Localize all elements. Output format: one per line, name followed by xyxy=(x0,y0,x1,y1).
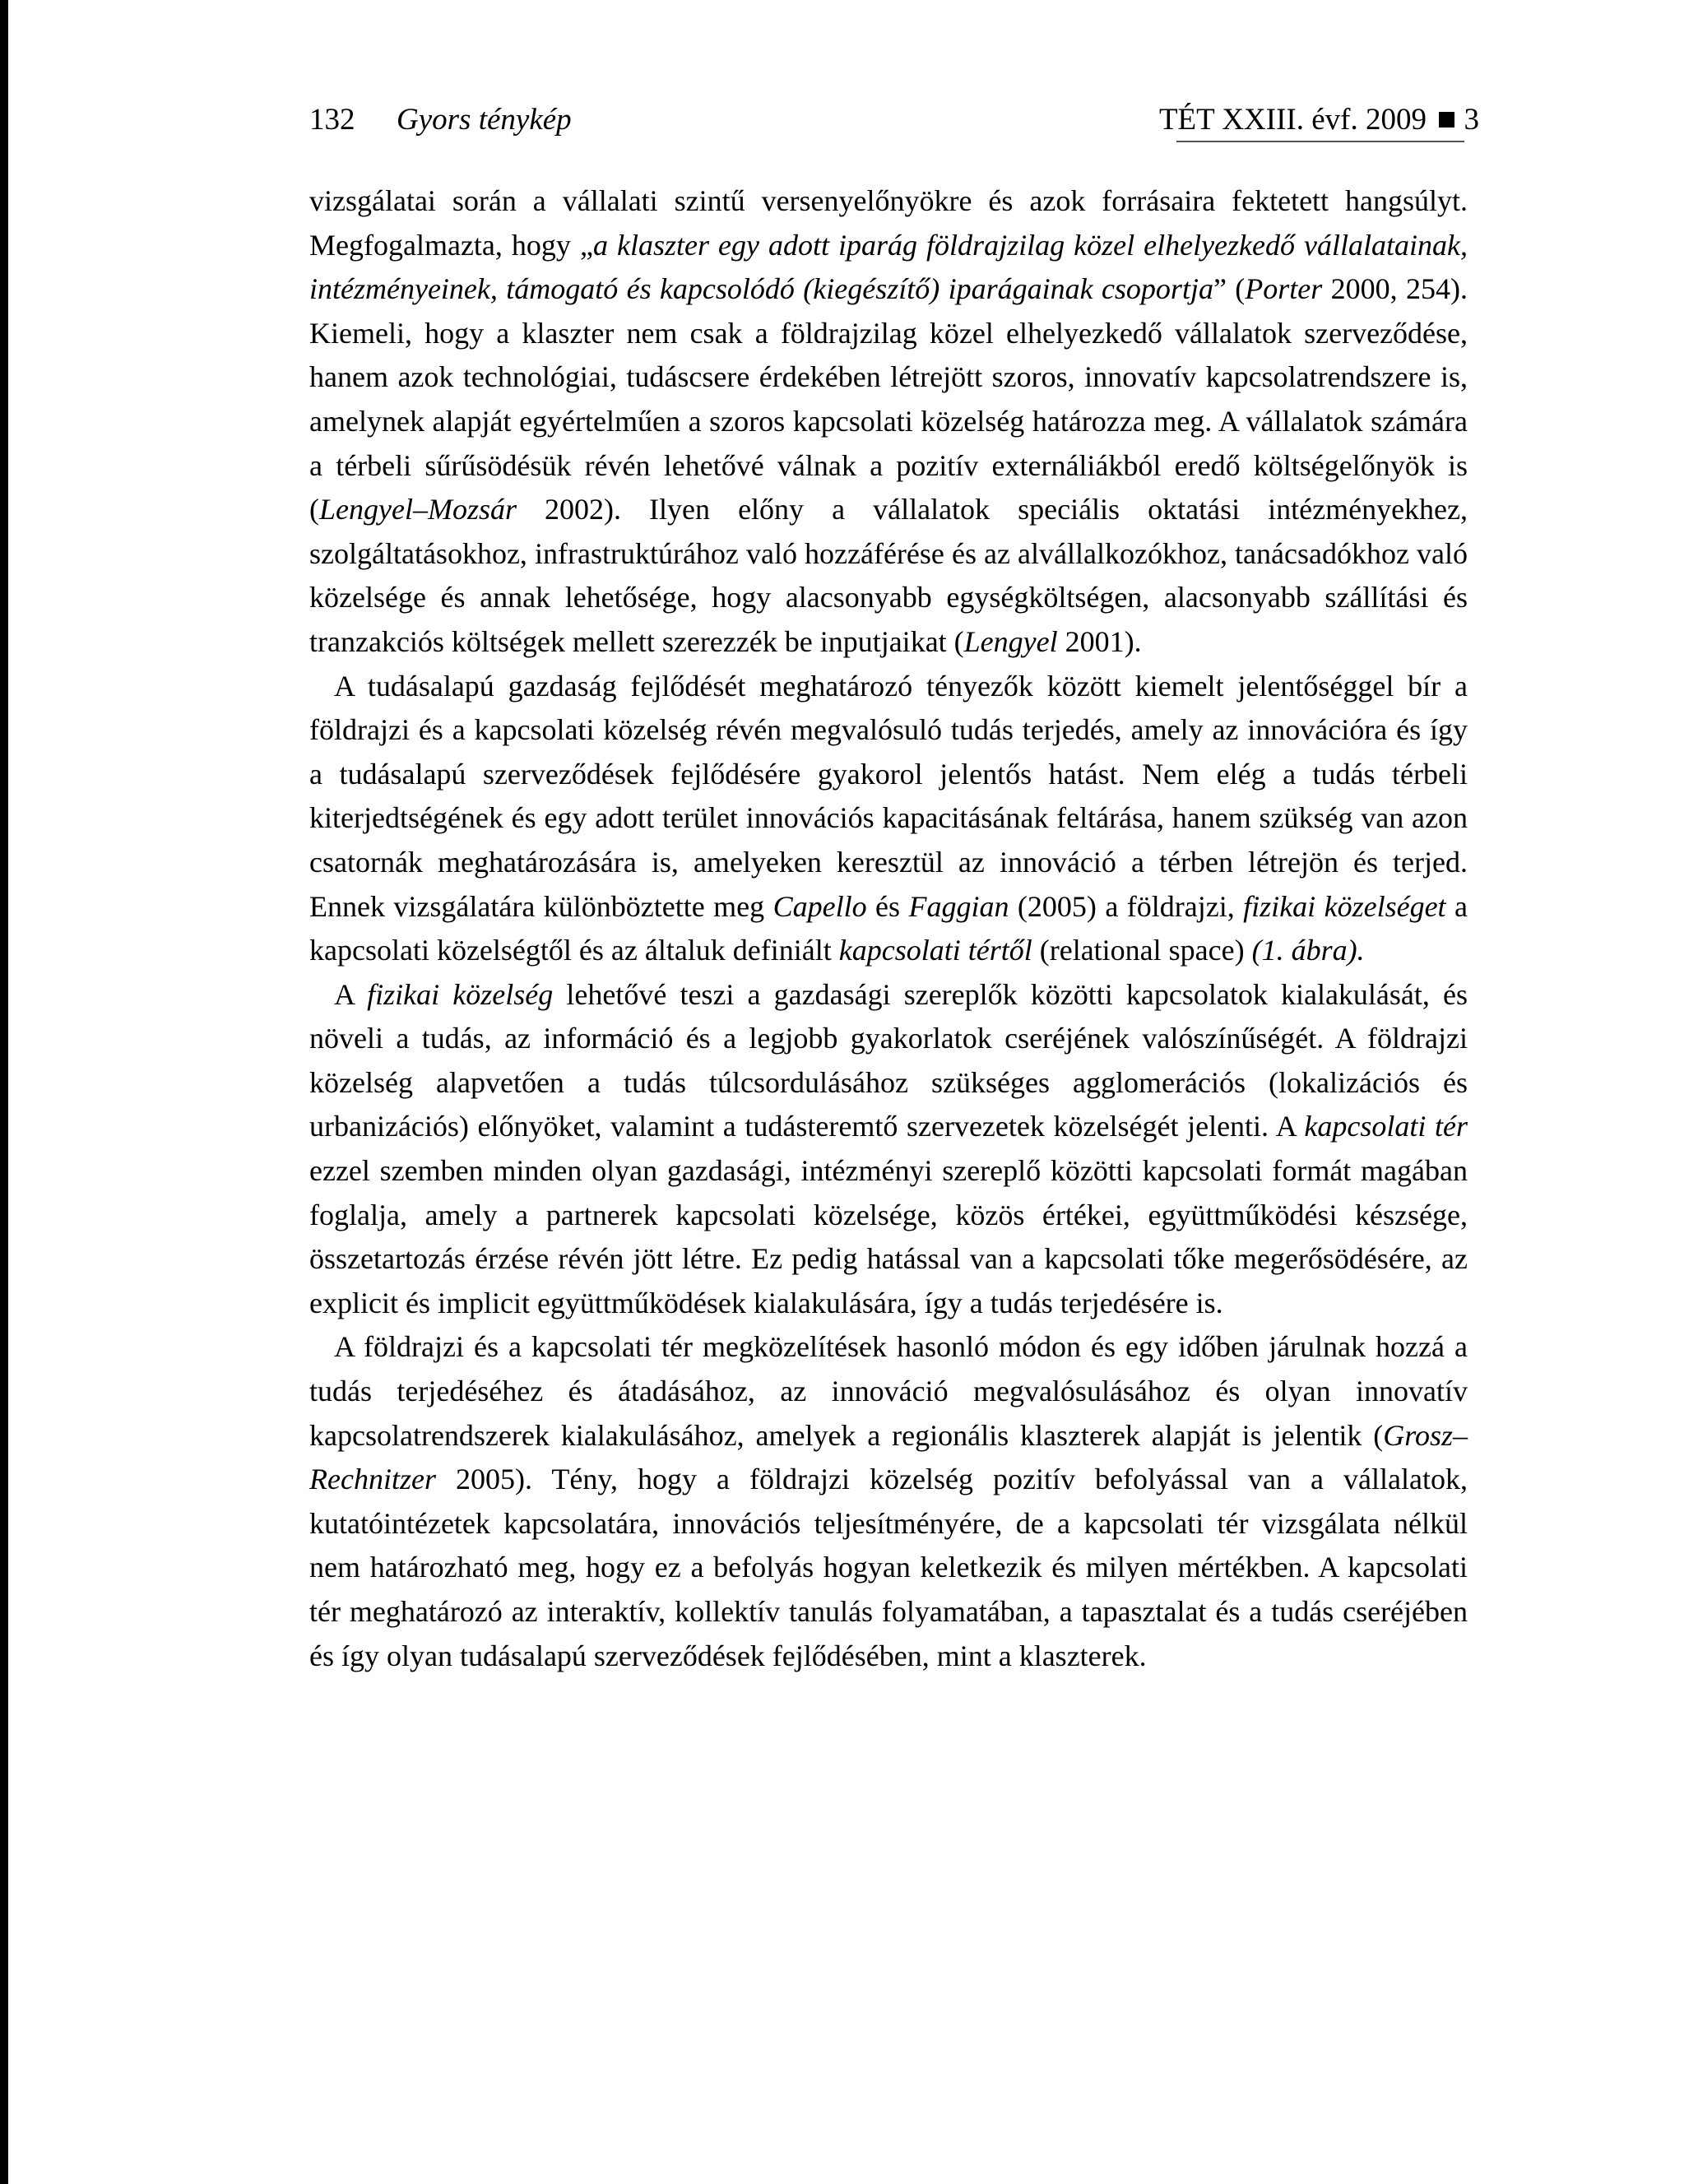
journal-title: TÉT XXIII. évf. 2009 xyxy=(1158,103,1427,137)
italic-text: kapcsolati tér xyxy=(1304,1110,1468,1143)
page-number: 132 xyxy=(309,103,355,137)
italic-text: Faggian xyxy=(908,889,1009,923)
text-run: ezzel szemben minden olyan gazdasági, intézményi szereplő közötti kapcsolati formát magában foglalja, amely a partnerek kapcsolati közelsége, közös értékei, együttműködési készsége, összetartozás érzése révén jött létre. Ez pedig hatással van a kapcsolati tőke megerősödésére, az explicit és implicit együttműködések kialakulására, így a tudás terjedésére is. xyxy=(309,1154,1468,1319)
text-run: A földrajzi és a kapcsolati tér megközelítések hasonló módon és egy időben járulnak hozzá a tudás terjedéséhez és átadásához, az innováció megvalósulásához és olyan innovatív kapcsolatrendszerek kialakulásához, amelyek a regionális klaszterek alapját is jelentik ( xyxy=(309,1330,1468,1452)
text-run: 2005). Tény, hogy a földrajzi közelség pozitív befolyással van a vállalatok, kutatóintézetek kapcsolatára, innovációs teljesítményére, de a kapcsolati tér vizsgálata nélkül nem határozható meg, hogy ez a befolyás hogyan keletkezik és milyen mértékben. A kapcsolati tér meghatározó az interaktív, kollektív tanulás folyamatában, a tapasztalat és a tudás cseréjében és így olyan tudásalapú szerveződések fejlődésében, mint a klaszterek. xyxy=(309,1463,1468,1672)
paragraph xyxy=(309,973,1468,1326)
paragraph xyxy=(309,665,1468,973)
text-run: A tudásalapú gazdaság fejlődését meghatározó tényezők között kiemelt jelentőséggel bír a földrajzi és a kapcsolati közelség révén megvalósuló tudás terjedés, amely az innovációra és így a tudásalapú szerveződések fejlődésére gyakorol jelentős hatást. Nem elég a tudás térbeli kiterjedtségének és egy adott terület innovációs kapacitásának feltárása, hanem szükség van azon csatornák meghatározására is, amelyeken keresztül az innováció a térben létrejön és terjed. Ennek vizsgálatára különböztette meg xyxy=(309,669,1468,923)
italic-text: Lengyel xyxy=(963,624,1058,658)
text-run: és xyxy=(866,889,909,923)
paragraph xyxy=(309,1325,1468,1678)
text-run: lehetővé teszi a gazdasági szereplők közötti kapcsolatok kialakulását, és növeli a tudás, az információ és a legjobb gyakorlatok cseréjének valószínűségét. A földrajzi közelség alapvetően a tudás túlcsordulásához szükséges agglomerációs (lokalizációs és urbanizációs) előnyöket, valamint a tudásteremtő szervezetek közelségét jelenti. A xyxy=(309,977,1468,1143)
body-text xyxy=(309,179,1468,1678)
text-run: 2001). xyxy=(1057,624,1142,658)
text-run: ” ( xyxy=(1213,272,1246,306)
text-run: (2005) a földrajzi, xyxy=(1009,889,1244,923)
italic-text: Porter xyxy=(1245,272,1323,306)
italic-text: fizikai közelséget xyxy=(1243,889,1446,923)
running-header xyxy=(309,97,1479,143)
header-rule xyxy=(1176,141,1464,142)
issue-number: 3 xyxy=(1464,103,1479,137)
text-run: a kapcsolati közelségtől és az általuk definiált xyxy=(309,889,1468,967)
paragraph xyxy=(309,179,1468,665)
text-run: 2002). Ilyen előny a vállalatok speciális oktatási intézményekhez, szolgáltatásokhoz, infrastruktúrához való hozzáférése és az alvállalkozókhoz, tanácsadókhoz való közelsége és annak lehetősége, hogy alacsonyabb egységköltségen, alacsonyabb szállítási és tranzakciós költségek mellett szerezzék be inputjaikat ( xyxy=(309,493,1468,658)
page xyxy=(8,0,1698,2184)
italic-text: kapcsolati tértől xyxy=(838,934,1032,967)
italic-text: Lengyel–Mozsár xyxy=(319,493,517,526)
text-run: vizsgálatai során a vállalati szintű versenyelőnyökre és azok forrásaira fektetett hangsúlyt. Megfogalmazta, hogy „ xyxy=(309,184,1468,262)
italic-text: a klaszter egy adott iparág földrajzilag közel elhelyezkedő vállalatainak, intézményeinek, támogató és kapcsolódó (kiegészítő) iparágainak csoportja xyxy=(309,228,1468,306)
italic-text: Capello xyxy=(772,889,867,923)
text-run: (relational space) xyxy=(1032,934,1252,967)
section-title: Gyors ténykép xyxy=(397,103,572,137)
italic-text: (1. ábra). xyxy=(1251,934,1365,967)
italic-text: Grosz–Rechnitzer xyxy=(309,1418,1468,1496)
text-run: A xyxy=(334,977,368,1011)
text-run: 2000, 254). Kiemeli, hogy a klaszter nem csak a földrajzilag közel elhelyezkedő vállalatok szerveződése, hanem azok technológiai, tudáscsere érdekében létrejött szoros, innovatív kapcsolatrendszere is, amelynek alapját egyértelműen a szoros kapcsolati közelség határozza meg. A vállalatok számára a térbeli sűrűsödésük révén lehetővé válnak a pozitív externáliákból eredő költségelőnyök is ( xyxy=(309,272,1468,526)
square-bullet-icon xyxy=(1439,112,1454,128)
italic-text: fizikai közelség xyxy=(367,977,554,1011)
